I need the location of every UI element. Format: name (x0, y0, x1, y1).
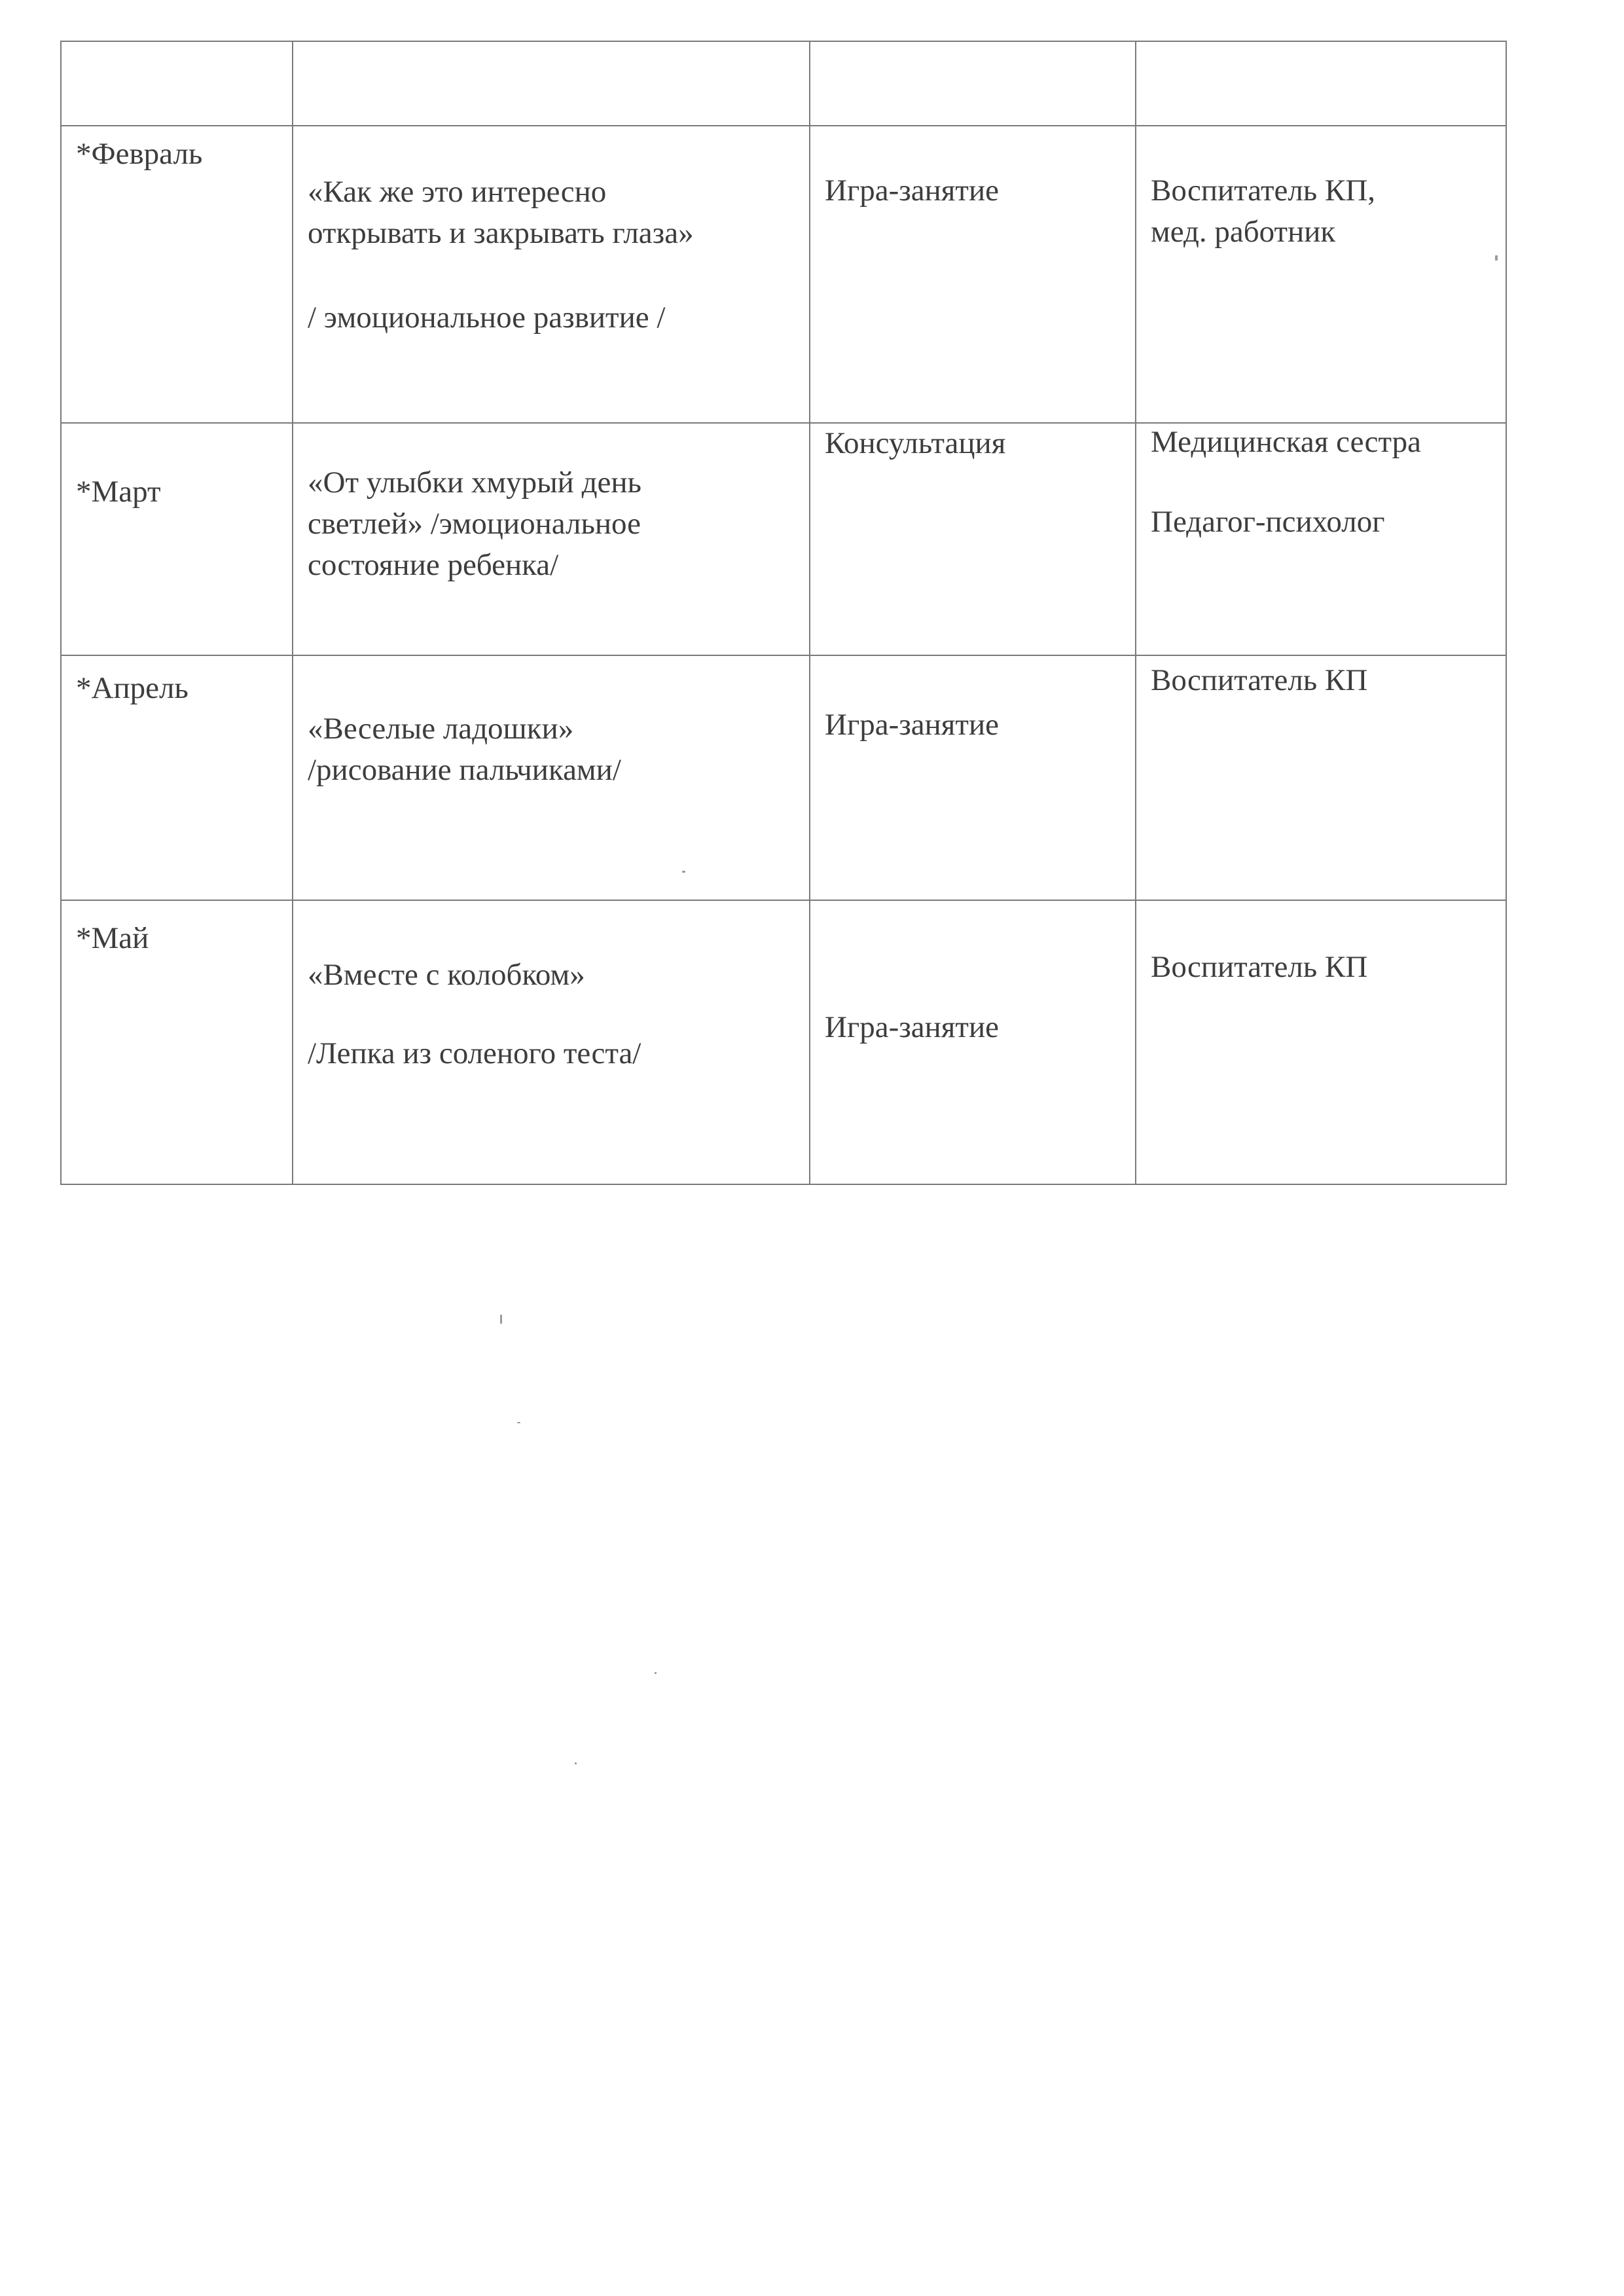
month-cell: *Март (76, 475, 161, 509)
table-column-divider (292, 41, 293, 1185)
scan-speck (500, 1315, 502, 1324)
topic-cell: «Веселые ладошки» /рисование пальчиками/ (308, 712, 621, 787)
topic-cell: «Вместе с колобком» (308, 958, 585, 992)
scan-speck (575, 1762, 577, 1764)
form-cell: Игра-занятие (825, 173, 999, 208)
topic-cell: «От улыбки хмурый день светлей» /эмоциональное состояние ребенка/ (308, 465, 641, 582)
month-cell: *Май (76, 921, 149, 955)
month-cell: *Февраль (76, 137, 203, 171)
responsible-cell: Воспитатель КП (1151, 663, 1368, 697)
table-column-divider (809, 41, 810, 1185)
table-row-divider (60, 125, 1507, 126)
form-cell: Консультация (825, 426, 1006, 460)
scan-speck (655, 1672, 657, 1674)
form-cell: Игра-занятие (825, 1010, 999, 1044)
scan-speck (682, 871, 685, 873)
table-row-divider (60, 900, 1507, 901)
table-row-divider (60, 655, 1507, 656)
form-cell: Игра-занятие (825, 708, 999, 742)
table-border-bottom (60, 1184, 1507, 1185)
scan-speck (517, 1422, 520, 1423)
topic-note: / эмоциональное развитие / (308, 301, 666, 335)
table-column-divider (1135, 41, 1136, 1185)
topic-cell: «Как же это интересно открывать и закрывать глаза» (308, 175, 694, 250)
scan-speck (1495, 255, 1498, 261)
table-border-top (60, 41, 1507, 42)
month-cell: *Апрель (76, 671, 189, 705)
responsible-cell: Воспитатель КП (1151, 950, 1368, 984)
responsible-cell-second: Педагог-психолог (1151, 505, 1385, 539)
table-border-right (1506, 41, 1507, 1185)
table-border-left (60, 41, 62, 1185)
responsible-cell: Медицинская сестра (1151, 425, 1421, 459)
responsible-cell: Воспитатель КП, мед. работник (1151, 173, 1376, 249)
topic-note: /Лепка из соленого теста/ (308, 1036, 641, 1070)
